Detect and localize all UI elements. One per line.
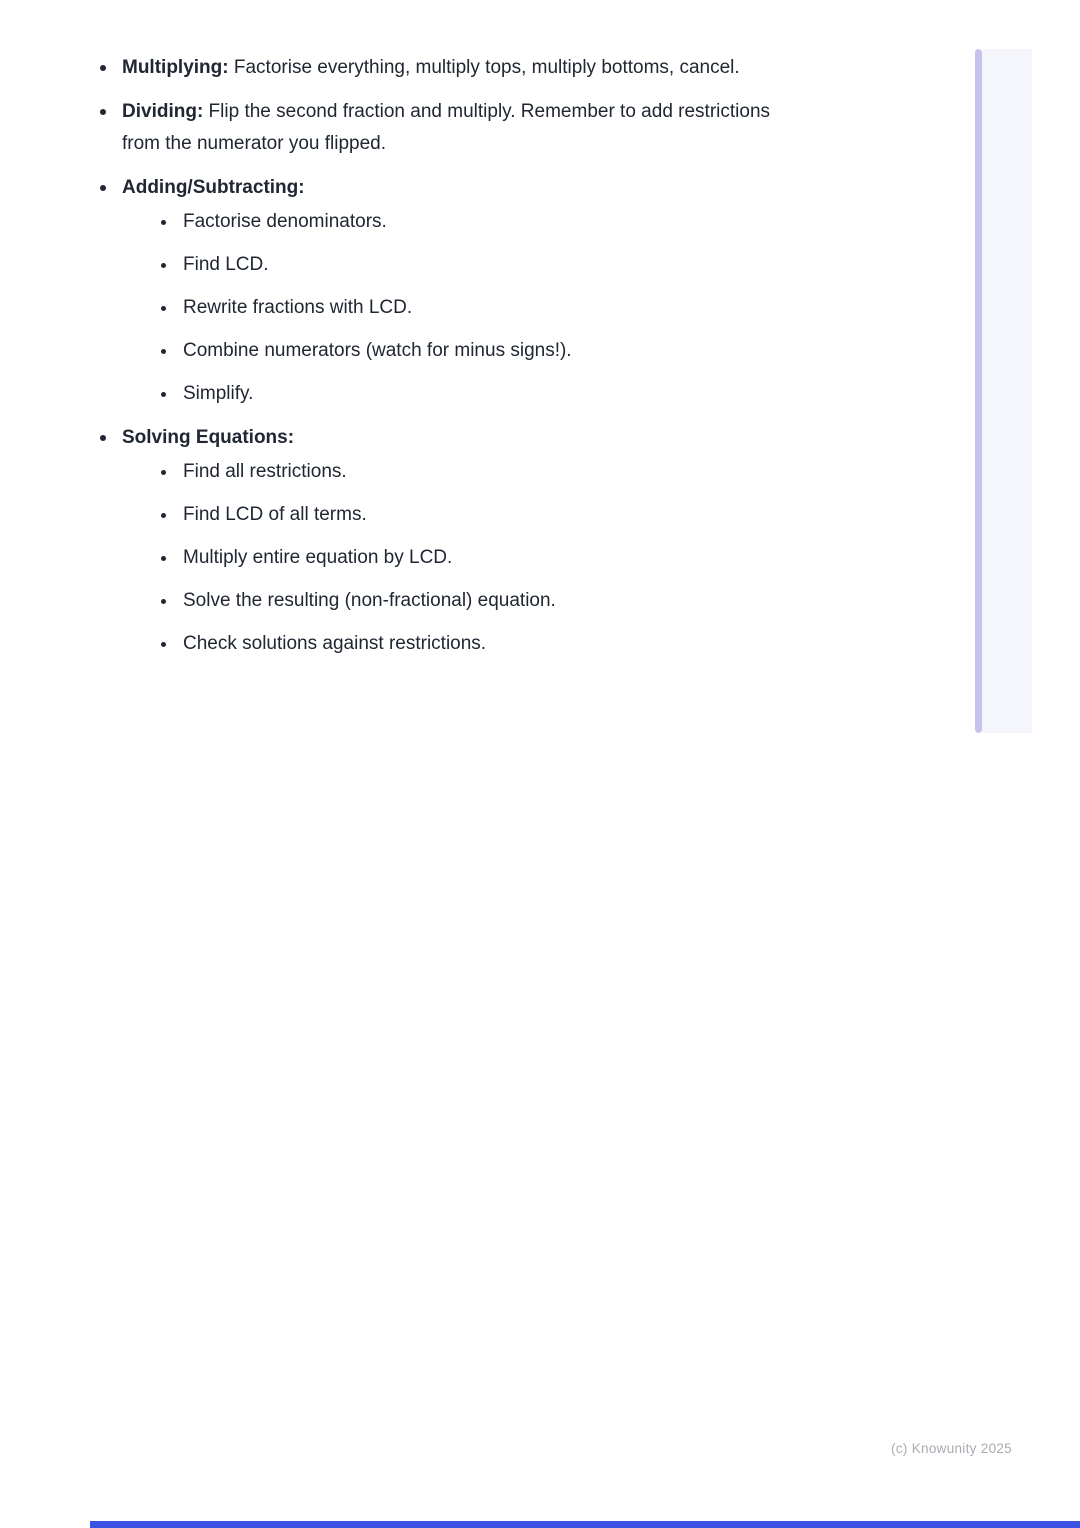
sublist-item: Find LCD of all terms. — [156, 499, 807, 531]
sublist-item: Simplify. — [156, 378, 807, 410]
sublist-item: Find all restrictions. — [156, 456, 807, 488]
list-item-solving-equations — [95, 422, 807, 660]
sublist-item: Combine numerators (watch for minus signs!). — [156, 335, 807, 367]
list-item-multiplying — [95, 52, 807, 84]
list-item-text: Factorise everything, multiply tops, multiply bottoms, cancel. — [228, 57, 740, 78]
scrollbar-track[interactable] — [982, 49, 1032, 733]
adding-subtracting-sublist — [122, 206, 807, 410]
sublist-item: Rewrite fractions with LCD. — [156, 292, 807, 324]
scrollbar-thumb[interactable] — [975, 49, 982, 733]
sublist-item: Find LCD. — [156, 249, 807, 281]
sublist-item: Factorise denominators. — [156, 206, 807, 238]
sublist-item: Solve the resulting (non-fractional) equation. — [156, 585, 807, 617]
list-item-bold-label: Adding/Subtracting: — [122, 177, 305, 198]
list-item-bold-label: Dividing: — [122, 101, 204, 122]
document-body — [95, 52, 807, 672]
page-bottom-accent-bar — [90, 1521, 1080, 1528]
list-item-text: Flip the second fraction and multiply. Remember to add restrictions from the numerator you flipped. — [122, 101, 771, 154]
list-item-bold-label: Multiplying: — [122, 57, 229, 78]
copyright-notice: (c) Knowunity 2025 — [891, 1441, 1012, 1456]
notes-list — [95, 52, 807, 660]
sublist-item: Multiply entire equation by LCD. — [156, 542, 807, 574]
sublist-item: Check solutions against restrictions. — [156, 628, 807, 660]
solving-equations-sublist — [122, 456, 807, 660]
list-item-dividing — [95, 96, 807, 160]
list-item-adding-subtracting — [95, 172, 807, 410]
list-item-bold-label: Solving Equations: — [122, 427, 295, 448]
